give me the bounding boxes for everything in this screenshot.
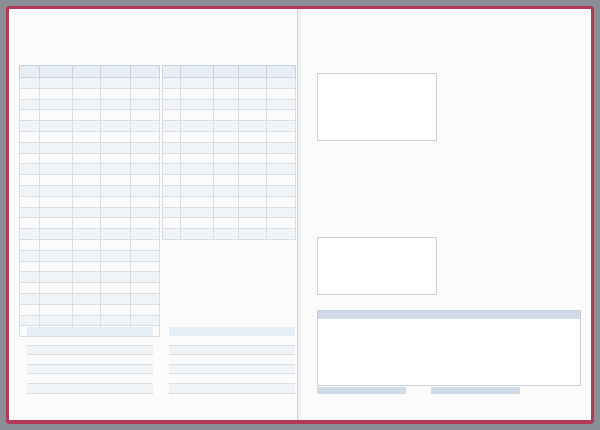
table-cell — [73, 283, 101, 294]
table-cell — [239, 218, 267, 229]
table-cell — [181, 196, 214, 207]
zeit-label — [317, 387, 406, 394]
table-cell — [267, 207, 296, 218]
table-cell — [20, 272, 40, 283]
table-cell — [131, 164, 160, 175]
table-cell — [163, 121, 181, 132]
table-cell — [131, 78, 160, 89]
table-cell — [73, 272, 101, 283]
table-cell — [27, 336, 90, 345]
ort-label — [318, 311, 580, 319]
table-cell — [163, 207, 181, 218]
table-cell — [131, 153, 160, 164]
table-cell — [40, 185, 73, 196]
table-row — [20, 272, 160, 283]
table-cell — [169, 336, 232, 345]
etre-conjugation-table — [169, 327, 295, 394]
table-row — [163, 196, 296, 207]
table-cell — [27, 374, 90, 384]
table-cell — [101, 293, 131, 304]
table-row — [169, 355, 295, 365]
table-cell — [40, 283, 73, 294]
table-cell — [73, 250, 101, 261]
table-cell — [20, 185, 40, 196]
table-cell — [131, 261, 160, 272]
table-cell — [214, 164, 239, 175]
table-cell — [73, 229, 101, 240]
right-page — [301, 9, 591, 420]
table-cell — [40, 78, 73, 89]
table-cell — [73, 175, 101, 186]
table-row — [169, 374, 295, 384]
table-cell — [101, 207, 131, 218]
table-row — [20, 121, 160, 132]
table-cell — [239, 185, 267, 196]
table-row — [163, 99, 296, 110]
table-cell — [239, 207, 267, 218]
table-row — [20, 99, 160, 110]
table-cell — [239, 110, 267, 121]
column-header — [40, 66, 73, 78]
table-row — [163, 175, 296, 186]
table-cell — [20, 283, 40, 294]
table-cell — [163, 218, 181, 229]
table-row — [163, 164, 296, 175]
table-cell — [40, 175, 73, 186]
column-header — [214, 66, 239, 78]
table-cell — [169, 364, 232, 374]
table-cell — [131, 121, 160, 132]
table-cell — [73, 304, 101, 315]
table-cell — [214, 218, 239, 229]
table-cell — [101, 78, 131, 89]
table-cell — [239, 88, 267, 99]
table-cell — [239, 229, 267, 240]
table-cell — [232, 383, 295, 393]
table-cell — [40, 304, 73, 315]
column-header — [181, 66, 214, 78]
table-cell — [101, 121, 131, 132]
table-cell — [20, 153, 40, 164]
table-cell — [232, 355, 295, 365]
table-cell — [90, 364, 153, 374]
table-cell — [40, 250, 73, 261]
table-row — [20, 250, 160, 261]
table-cell — [131, 293, 160, 304]
table-row — [163, 229, 296, 240]
table-cell — [214, 99, 239, 110]
table-cell — [20, 315, 40, 326]
table-cell — [163, 131, 181, 142]
table-cell — [163, 142, 181, 153]
table-cell — [73, 78, 101, 89]
table-cell — [181, 131, 214, 142]
table-cell — [163, 153, 181, 164]
avoir-conjugation-table — [27, 327, 153, 394]
table-cell — [101, 304, 131, 315]
table-cell — [20, 218, 40, 229]
table-cell — [101, 99, 131, 110]
table-cell — [101, 131, 131, 142]
table-cell — [239, 175, 267, 186]
table-cell — [20, 142, 40, 153]
table-cell — [73, 110, 101, 121]
table-cell — [163, 110, 181, 121]
table-cell — [131, 88, 160, 99]
table-cell — [267, 121, 296, 132]
table-cell — [101, 153, 131, 164]
table-cell — [20, 304, 40, 315]
table-row — [20, 78, 160, 89]
table-cell — [20, 175, 40, 186]
table-cell — [131, 142, 160, 153]
table-cell — [73, 239, 101, 250]
column-header — [163, 66, 181, 78]
table-cell — [267, 153, 296, 164]
irregular-verbs-table-2 — [162, 65, 296, 240]
table-cell — [40, 229, 73, 240]
table-cell — [267, 131, 296, 142]
table-cell — [131, 175, 160, 186]
table-row — [163, 88, 296, 99]
table-cell — [131, 272, 160, 283]
column-header — [20, 66, 40, 78]
negation-pairs — [317, 150, 435, 234]
irregular-verbs-table — [19, 65, 160, 337]
table-cell — [267, 229, 296, 240]
table-cell — [101, 110, 131, 121]
table-cell — [163, 88, 181, 99]
table-cell — [40, 315, 73, 326]
table-row — [20, 218, 160, 229]
table-row — [20, 88, 160, 99]
table-cell — [73, 153, 101, 164]
table-cell — [131, 218, 160, 229]
table-row — [169, 364, 295, 374]
table-cell — [267, 185, 296, 196]
table-row — [20, 315, 160, 326]
table-row — [20, 261, 160, 272]
table-cell — [40, 121, 73, 132]
table-cell — [101, 250, 131, 261]
column-header — [90, 327, 153, 336]
table-cell — [239, 153, 267, 164]
book-spread — [6, 6, 594, 424]
table-cell — [131, 131, 160, 142]
table-cell — [73, 142, 101, 153]
table-row — [20, 229, 160, 240]
table-cell — [232, 336, 295, 345]
table-cell — [40, 99, 73, 110]
table-row — [27, 364, 153, 374]
table-cell — [20, 164, 40, 175]
table-cell — [40, 88, 73, 99]
table-cell — [90, 383, 153, 393]
table-row — [163, 207, 296, 218]
left-page — [9, 9, 298, 420]
table-cell — [101, 175, 131, 186]
table-cell — [131, 304, 160, 315]
table-cell — [267, 142, 296, 153]
prepositions-place-box — [317, 310, 581, 386]
table-cell — [20, 131, 40, 142]
table-cell — [73, 293, 101, 304]
table-cell — [131, 207, 160, 218]
table-cell — [214, 142, 239, 153]
table-cell — [267, 88, 296, 99]
table-row — [163, 78, 296, 89]
table-cell — [73, 315, 101, 326]
table-cell — [101, 218, 131, 229]
table-cell — [101, 261, 131, 272]
table-cell — [214, 207, 239, 218]
table-cell — [101, 283, 131, 294]
column-header — [232, 327, 295, 336]
table-row — [27, 374, 153, 384]
table-cell — [101, 164, 131, 175]
table-cell — [101, 88, 131, 99]
table-cell — [267, 99, 296, 110]
table-cell — [20, 229, 40, 240]
table-cell — [27, 383, 90, 393]
table-row — [163, 110, 296, 121]
table-cell — [40, 272, 73, 283]
table-cell — [214, 78, 239, 89]
table-cell — [73, 88, 101, 99]
table-row — [163, 142, 296, 153]
table-row — [20, 110, 160, 121]
table-cell — [169, 355, 232, 365]
table-cell — [169, 345, 232, 355]
table-cell — [239, 196, 267, 207]
table-cell — [73, 218, 101, 229]
table-cell — [267, 78, 296, 89]
table-cell — [73, 131, 101, 142]
table-row — [27, 355, 153, 365]
comparison-irregular — [441, 209, 583, 255]
article-contraction-box — [317, 237, 437, 295]
table-cell — [90, 345, 153, 355]
table-row — [169, 345, 295, 355]
table-row — [20, 164, 160, 175]
table-cell — [131, 196, 160, 207]
table-cell — [163, 99, 181, 110]
table-cell — [163, 196, 181, 207]
table-cell — [131, 229, 160, 240]
column-header — [239, 66, 267, 78]
table-cell — [181, 121, 214, 132]
table-cell — [101, 185, 131, 196]
table-cell — [131, 315, 160, 326]
table-cell — [20, 110, 40, 121]
table-row — [169, 383, 295, 393]
table-cell — [214, 153, 239, 164]
table-row — [20, 293, 160, 304]
table-cell — [20, 250, 40, 261]
table-cell — [181, 218, 214, 229]
table-row — [163, 185, 296, 196]
table-cell — [181, 78, 214, 89]
table-cell — [181, 207, 214, 218]
table-row — [163, 121, 296, 132]
table-cell — [40, 218, 73, 229]
negation-rules-box — [317, 73, 437, 141]
table-cell — [101, 239, 131, 250]
table-cell — [163, 229, 181, 240]
table-cell — [20, 99, 40, 110]
comparison-groups — [441, 81, 583, 209]
table-row — [163, 131, 296, 142]
table-cell — [232, 364, 295, 374]
table-cell — [169, 383, 232, 393]
table-row — [20, 142, 160, 153]
table-cell — [181, 185, 214, 196]
table-cell — [181, 175, 214, 186]
table-cell — [163, 78, 181, 89]
table-cell — [40, 239, 73, 250]
column-header — [267, 66, 296, 78]
table-cell — [20, 261, 40, 272]
table-cell — [131, 110, 160, 121]
table-cell — [40, 142, 73, 153]
table-row — [20, 239, 160, 250]
table-cell — [239, 121, 267, 132]
table-row — [163, 218, 296, 229]
table-cell — [40, 196, 73, 207]
table-cell — [163, 175, 181, 186]
table-row — [20, 196, 160, 207]
table-cell — [101, 229, 131, 240]
column-header — [101, 66, 131, 78]
table-cell — [73, 196, 101, 207]
table-cell — [232, 345, 295, 355]
table-cell — [20, 196, 40, 207]
table-cell — [131, 239, 160, 250]
table-cell — [73, 185, 101, 196]
table-cell — [27, 345, 90, 355]
table-cell — [214, 229, 239, 240]
table-cell — [163, 164, 181, 175]
table-cell — [20, 121, 40, 132]
table-row — [169, 336, 295, 345]
table-cell — [181, 110, 214, 121]
table-row — [27, 336, 153, 345]
table-row — [27, 383, 153, 393]
table-cell — [214, 88, 239, 99]
table-cell — [20, 239, 40, 250]
table-cell — [267, 196, 296, 207]
table-cell — [232, 374, 295, 384]
table-row — [20, 175, 160, 186]
table-cell — [101, 142, 131, 153]
table-cell — [181, 142, 214, 153]
table-cell — [90, 374, 153, 384]
table-cell — [40, 153, 73, 164]
table-cell — [181, 164, 214, 175]
table-cell — [214, 121, 239, 132]
table-row — [20, 283, 160, 294]
table-cell — [73, 207, 101, 218]
table-cell — [239, 142, 267, 153]
table-cell — [214, 185, 239, 196]
table-cell — [40, 131, 73, 142]
column-header — [73, 66, 101, 78]
table-cell — [239, 99, 267, 110]
column-header — [169, 327, 232, 336]
table-row — [20, 207, 160, 218]
table-cell — [101, 196, 131, 207]
table-row — [20, 153, 160, 164]
table-cell — [20, 78, 40, 89]
table-row — [20, 304, 160, 315]
table-cell — [73, 164, 101, 175]
table-cell — [131, 250, 160, 261]
column-header — [27, 327, 90, 336]
table-cell — [131, 185, 160, 196]
table-cell — [131, 99, 160, 110]
table-cell — [90, 355, 153, 365]
table-cell — [267, 175, 296, 186]
table-cell — [214, 196, 239, 207]
table-cell — [73, 261, 101, 272]
bewegung-label — [431, 387, 520, 394]
table-row — [163, 153, 296, 164]
table-cell — [214, 131, 239, 142]
table-row — [20, 131, 160, 142]
table-cell — [27, 364, 90, 374]
table-cell — [101, 272, 131, 283]
table-cell — [73, 99, 101, 110]
table-row — [27, 345, 153, 355]
table-cell — [40, 207, 73, 218]
table-cell — [239, 131, 267, 142]
table-cell — [267, 164, 296, 175]
table-cell — [90, 336, 153, 345]
table-cell — [267, 218, 296, 229]
table-cell — [163, 185, 181, 196]
table-cell — [239, 78, 267, 89]
table-cell — [267, 110, 296, 121]
table-cell — [214, 175, 239, 186]
table-cell — [239, 164, 267, 175]
table-cell — [214, 110, 239, 121]
table-cell — [40, 164, 73, 175]
table-cell — [181, 99, 214, 110]
table-cell — [20, 88, 40, 99]
table-cell — [73, 121, 101, 132]
table-cell — [181, 229, 214, 240]
table-cell — [20, 207, 40, 218]
table-cell — [169, 374, 232, 384]
table-row — [20, 185, 160, 196]
table-cell — [40, 110, 73, 121]
table-cell — [181, 88, 214, 99]
table-cell — [40, 261, 73, 272]
table-cell — [20, 293, 40, 304]
table-cell — [101, 315, 131, 326]
table-cell — [181, 153, 214, 164]
table-cell — [27, 355, 90, 365]
table-cell — [131, 283, 160, 294]
table-cell — [40, 293, 73, 304]
column-header — [131, 66, 160, 78]
